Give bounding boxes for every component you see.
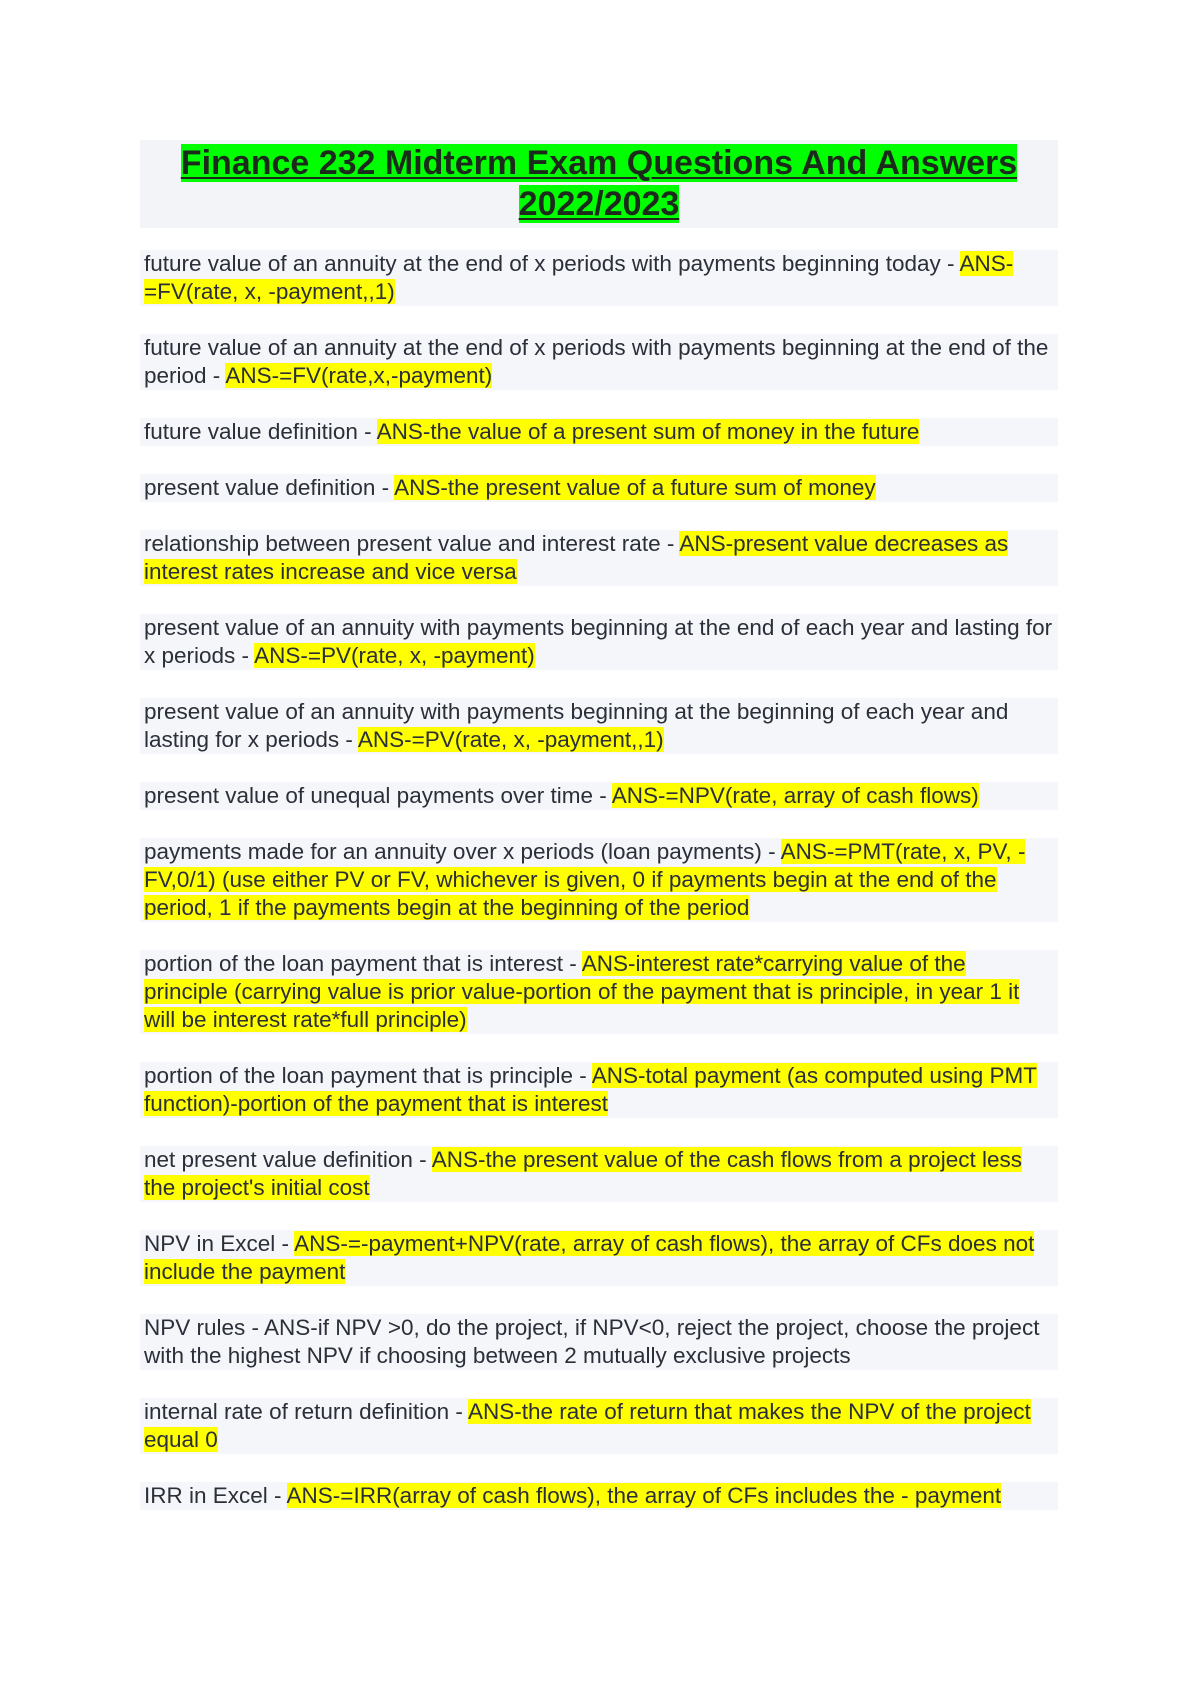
qa-item (140, 698, 1058, 754)
answer-text: ANS-interest rate*carrying value of the principle (carrying value is prior value-portion of the payment that is principle, in year 1 it will be interest rate*full principle) (144, 951, 1020, 1032)
qa-item (140, 474, 1058, 502)
qa-item (140, 1230, 1058, 1286)
question-text: net present value definition - (144, 1147, 432, 1172)
answer-text: ANS-total payment (as computed using PMT function)-portion of the payment that is interest (144, 1063, 1037, 1116)
qa-item (140, 530, 1058, 586)
answer-text: ANS-=NPV(rate, array of cash flows) (611, 783, 979, 808)
title-block (140, 140, 1058, 228)
qa-item (140, 950, 1058, 1034)
answer-text: ANS-=PV(rate, x, -payment) (254, 643, 535, 668)
question-text: NPV rules - (144, 1315, 265, 1340)
qa-item (140, 1146, 1058, 1202)
answer-text: ANS-the present value of a future sum of money (394, 475, 876, 500)
question-text: present value of an annuity with payments beginning at the beginning of each year and lasting for x periods - (144, 699, 1009, 752)
question-text: relationship between present value and interest rate - (144, 531, 680, 556)
qa-item (140, 838, 1058, 922)
qa-item (140, 614, 1058, 670)
answer-text: ANS-the value of a present sum of money in the future (376, 419, 920, 444)
title-line-2: 2022/2023 (518, 185, 680, 223)
qa-item (140, 418, 1058, 446)
question-text: future value definition - (144, 419, 377, 444)
title-line-1: Finance 232 Midterm Exam Questions And Answers (180, 144, 1018, 182)
question-text: future value of an annuity at the end of x periods with payments beginning at the end of the period - (144, 335, 1049, 388)
question-text: present value of an annuity with payments beginning at the end of each year and lasting for x periods - (144, 615, 1053, 668)
answer-text: ANS-the rate of return that makes the NPV of the project equal 0 (144, 1399, 1031, 1452)
qa-item (140, 250, 1058, 306)
qa-item (140, 782, 1058, 810)
qa-item (140, 334, 1058, 390)
question-text: present value definition - (144, 475, 395, 500)
qa-item (140, 1314, 1058, 1370)
question-text: IRR in Excel - (144, 1483, 287, 1508)
document-title (140, 143, 1058, 225)
question-text: present value of unequal payments over time - (144, 783, 612, 808)
qa-item (140, 1482, 1058, 1510)
qa-item (140, 1062, 1058, 1118)
question-text: portion of the loan payment that is interest - (144, 951, 582, 976)
question-text: internal rate of return definition - (144, 1399, 468, 1424)
question-text: portion of the loan payment that is principle - (144, 1063, 592, 1088)
answer-text: ANS-=IRR(array of cash flows), the array of CFs includes the - payment (286, 1483, 1002, 1508)
question-text: payments made for an annuity over x periods (loan payments) - (144, 839, 781, 864)
answer-text: ANS-=-payment+NPV(rate, array of cash flows), the array of CFs does not include the payment (144, 1231, 1035, 1284)
answer-text: ANS-present value decreases as interest rates increase and vice versa (144, 531, 1009, 584)
answer-text: ANS-the present value of the cash flows from a project less the project's initial cost (144, 1147, 1022, 1200)
answer-text: ANS-=PMT(rate, x, PV, -FV,0/1) (use either PV or FV, whichever is given, 0 if payments begin at the end of the period, 1 if the payments begin at the beginning of the period (144, 839, 1026, 920)
answer-text: ANS-if NPV >0, do the project, if NPV<0, reject the project, choose the project with the highest NPV if choosing between 2 mutually exclusive projects (144, 1315, 1040, 1368)
answer-text: ANS-=PV(rate, x, -payment,,1) (357, 727, 664, 752)
question-text: future value of an annuity at the end of x periods with payments beginning today - (144, 251, 960, 276)
question-text: NPV in Excel - (144, 1231, 295, 1256)
qa-item (140, 1398, 1058, 1454)
answer-text: ANS-=FV(rate,x,-payment) (225, 363, 493, 388)
document-page (140, 140, 1058, 1538)
answer-text: ANS-=FV(rate, x, -payment,,1) (144, 251, 1014, 304)
